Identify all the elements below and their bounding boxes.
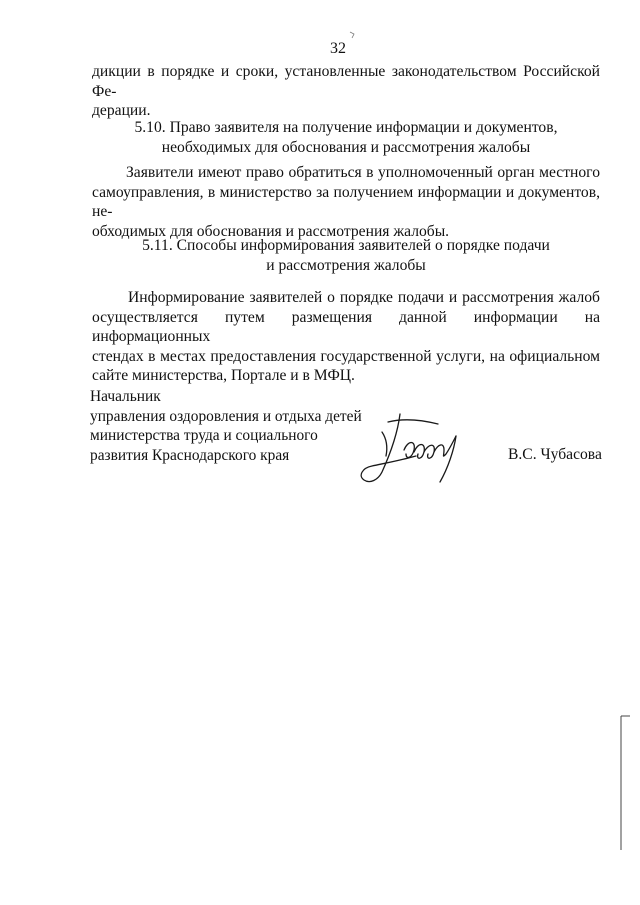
section-5-11-heading-line-1: 5.11. Способы информирования заявителей о порядке подачи (142, 237, 550, 254)
signatory-position-line-3: министерства труда и социального (90, 427, 318, 444)
section-5-10-heading-line-1: 5.10. Право заявителя на получение информации и документов, (134, 119, 558, 136)
signatory-position-line-4: развития Краснодарского края (90, 446, 290, 464)
signatory-name: В.С. Чубасова (508, 446, 602, 463)
scan-speck (348, 30, 358, 40)
signatory-position-line-1: Начальник (90, 388, 161, 405)
signatory-position (90, 387, 390, 465)
section-5-10-heading-line-2: необходимых для обоснования и рассмотрения жалобы (161, 138, 531, 156)
section-5-11-line-2: осуществляется путем размещения данной информации на информационных (92, 308, 600, 345)
intro-line-2: дерации. (92, 102, 151, 119)
scan-edge-mark (618, 712, 632, 852)
section-5-11-heading (92, 236, 600, 275)
section-5-10-line-2: самоуправления, в министерство за получением информации и документов, не- (92, 183, 600, 220)
section-5-11-line-1: Информирование заявителей о порядке подачи и рассмотрения жалоб (128, 289, 600, 306)
section-5-10-heading (92, 118, 600, 157)
section-5-10-line-1: Заявители имеют право обратиться в уполномоченный орган местного (126, 164, 600, 181)
page-number: 32 (330, 40, 346, 57)
section-5-11-line-3: стендах в местах предоставления государственной услуги, на официальном (92, 347, 600, 365)
section-5-10-body (92, 163, 600, 241)
signatory-position-line-2: управления оздоровления и отдыха детей (90, 407, 362, 425)
intro-line-1: дикции в порядке и сроки, установленные законодательством Российской Фе- (92, 63, 600, 100)
section-5-11-heading-line-2: и рассмотрения жалобы (266, 256, 426, 274)
intro-paragraph (92, 62, 600, 121)
section-5-10-line-3: обходимых для обоснования и рассмотрения жалобы. (92, 222, 450, 240)
handwritten-signature (352, 410, 472, 490)
section-5-11-body (92, 288, 600, 386)
section-5-11-line-4: сайте министерства, Портале и в МФЦ. (92, 367, 355, 384)
